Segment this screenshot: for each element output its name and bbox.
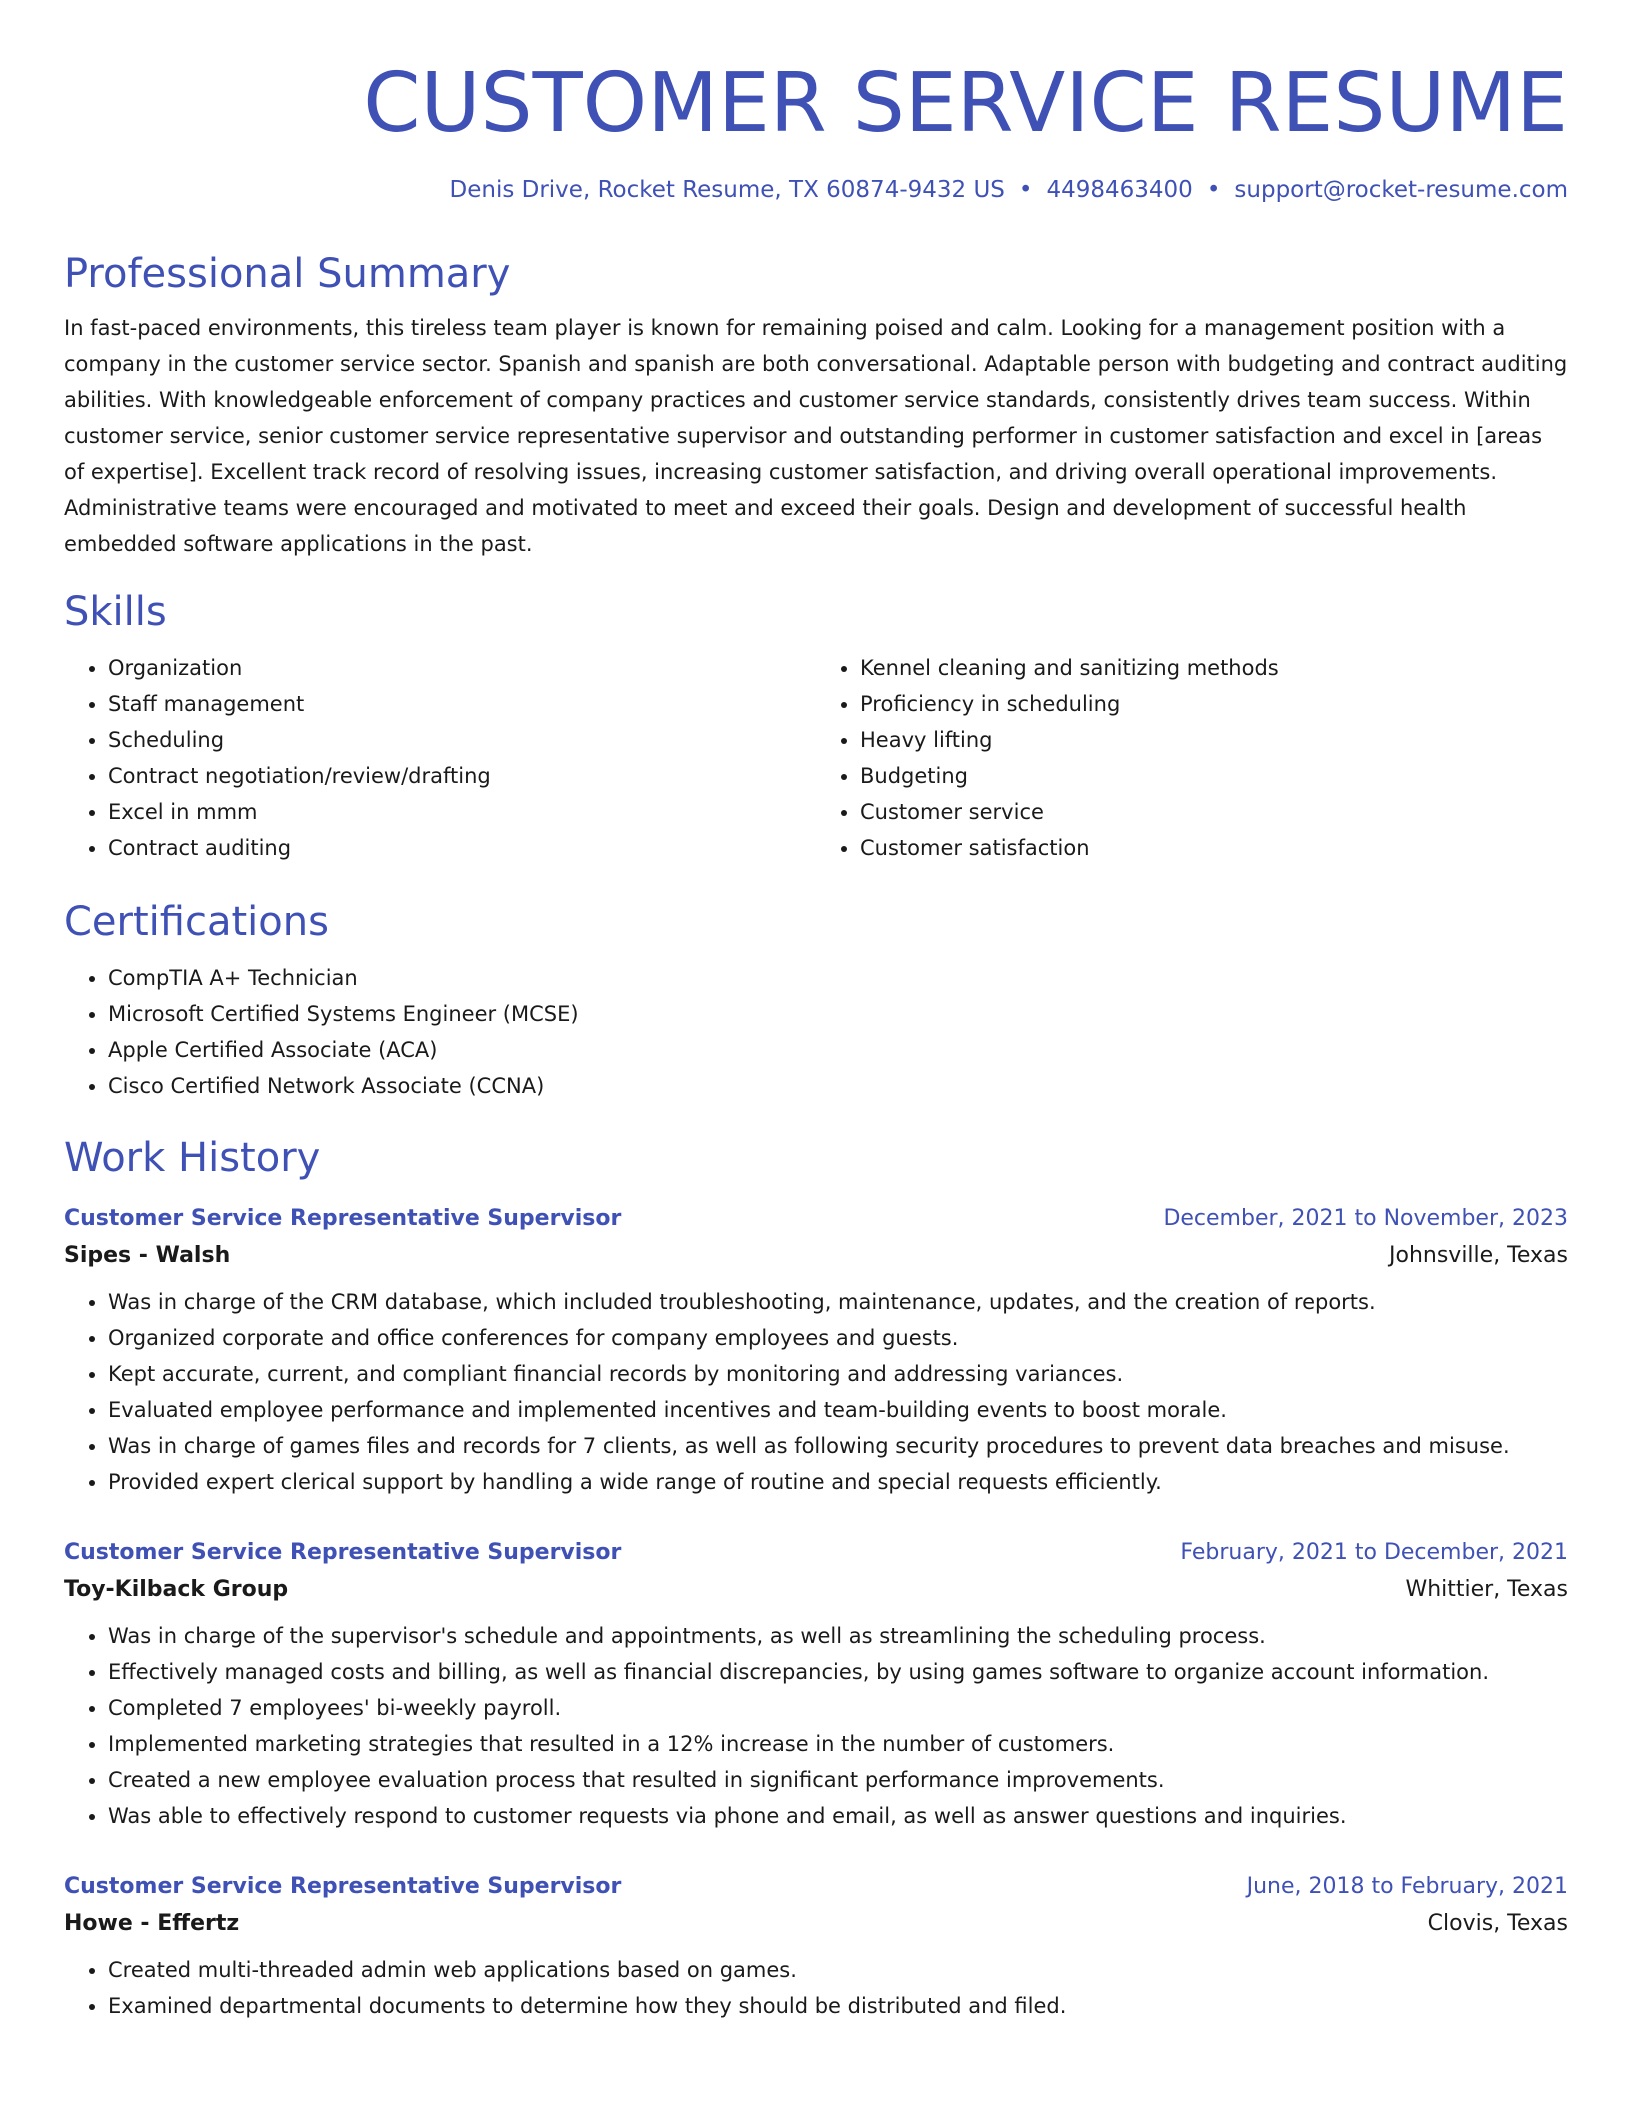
- job-bullet: • Examined departmental documents to determine how they should be distributed and filed.: [108, 1988, 1568, 2024]
- job-bullets: [64, 1618, 1568, 1834]
- certification-item: • Apple Certified Associate (ACA): [108, 1032, 1568, 1068]
- skill-item: • Proficiency in scheduling: [860, 686, 1568, 722]
- job-company-row: [64, 1236, 1568, 1276]
- job-bullet: • Kept accurate, current, and compliant financial records by monitoring and addressing variances.: [108, 1356, 1568, 1392]
- job-bullet: • Was able to effectively respond to customer requests via phone and email, as well as answer questions and inquiries.: [108, 1798, 1568, 1834]
- certification-item: • CompTIA A+ Technician: [108, 960, 1568, 996]
- job-entry: [64, 1202, 1568, 1500]
- job-bullet: • Effectively managed costs and billing, as well as financial discrepancies, by using games software to organize account information.: [108, 1654, 1568, 1690]
- job-bullet: • Evaluated employee performance and implemented incentives and team-building events to boost morale.: [108, 1392, 1568, 1428]
- contact-line: [64, 174, 1568, 206]
- job-bullets: [64, 1952, 1568, 2024]
- job-location: Whittier, Texas: [1405, 1577, 1568, 1602]
- separator-dot: •: [1206, 177, 1221, 203]
- resume-title: CUSTOMER SERVICE RESUME: [363, 56, 1568, 151]
- email-link[interactable]: support@rocket-resume.com: [1234, 177, 1568, 203]
- job-company-row: [64, 1904, 1568, 1944]
- skills-list-left: [64, 650, 816, 866]
- skill-item: • Heavy lifting: [860, 722, 1568, 758]
- job-bullets: [64, 1284, 1568, 1500]
- address: Denis Drive, Rocket Resume, TX 60874-9432 US: [449, 177, 1005, 203]
- job-dates: June, 2018 to February, 2021: [1246, 1874, 1568, 1899]
- job-header-row: [64, 1202, 1568, 1236]
- job-company: Toy-Kilback Group: [64, 1577, 289, 1602]
- job-header-row: [64, 1870, 1568, 1904]
- certification-item: • Cisco Certified Network Associate (CCNA): [108, 1068, 1568, 1104]
- job-company: Sipes - Walsh: [64, 1243, 231, 1268]
- skill-item: • Scheduling: [108, 722, 816, 758]
- certifications-list: [64, 960, 1568, 1104]
- resume-page: [64, 0, 1568, 2024]
- job-entry: [64, 1870, 1568, 2024]
- skill-item: • Budgeting: [860, 758, 1568, 794]
- job-dates: February, 2021 to December, 2021: [1180, 1540, 1568, 1565]
- job-bullet: • Provided expert clerical support by handling a wide range of routine and special requests efficiently.: [108, 1464, 1568, 1500]
- skill-item: • Organization: [108, 650, 816, 686]
- job-dates: December, 2021 to November, 2023: [1163, 1206, 1568, 1231]
- job-bullet: • Created multi-threaded admin web applications based on games.: [108, 1952, 1568, 1988]
- skill-item: • Staff management: [108, 686, 816, 722]
- job-bullet: • Was in charge of the supervisor's schedule and appointments, as well as streamlining the scheduling process.: [108, 1618, 1568, 1654]
- job-bullet: • Implemented marketing strategies that resulted in a 12% increase in the number of customers.: [108, 1726, 1568, 1762]
- job-bullet: • Completed 7 employees' bi-weekly payroll.: [108, 1690, 1568, 1726]
- job-entry: [64, 1536, 1568, 1834]
- summary-text: In fast-paced environments, this tireless team player is known for remaining poised and calm. Looking for a management position with a company in the customer service sector. Spanish and spanish are both conversational. Adaptable person with budgeting and contract auditing abilities. With knowledgeable enforcement of company practices and customer service standards, consistently drives team success. Within customer service, senior customer service representative supervisor and outstanding performer in customer satisfaction and excel in [areas of expertise]. Excellent track record of resolving issues, increasing customer satisfaction, and driving overall operational improvements. Administrative teams were encouraged and motivated to meet and exceed their goals. Design and development of successful health embedded software applications in the past.: [64, 316, 1568, 556]
- skill-item: • Contract negotiation/review/drafting: [108, 758, 816, 794]
- certification-item: • Microsoft Certified Systems Engineer (MCSE): [108, 996, 1568, 1032]
- skills-list-right: [816, 650, 1568, 866]
- job-location: Clovis, Texas: [1427, 1911, 1568, 1936]
- job-bullet: • Was in charge of the CRM database, which included troubleshooting, maintenance, updates, and the creation of reports.: [108, 1284, 1568, 1320]
- skill-item: • Kennel cleaning and sanitizing methods: [860, 650, 1568, 686]
- section-heading-certifications: Certifications: [64, 899, 329, 945]
- separator-dot: •: [1018, 177, 1033, 203]
- phone-link[interactable]: 4498463400: [1046, 177, 1193, 203]
- job-bullet: • Created a new employee evaluation process that resulted in significant performance improvements.: [108, 1762, 1568, 1798]
- job-bullet: • Was in charge of games files and records for 7 clients, as well as following security procedures to prevent data breaches and misuse.: [108, 1428, 1568, 1464]
- skill-item: • Excel in mmm: [108, 794, 816, 830]
- section-heading-skills: Skills: [64, 589, 167, 635]
- skill-item: • Customer satisfaction: [860, 830, 1568, 866]
- job-bullet: • Organized corporate and office conferences for company employees and guests.: [108, 1320, 1568, 1356]
- skill-item: • Contract auditing: [108, 830, 816, 866]
- job-title: Customer Service Representative Supervisor: [64, 1206, 622, 1231]
- job-company: Howe - Effertz: [64, 1911, 240, 1936]
- job-title: Customer Service Representative Supervisor: [64, 1874, 622, 1899]
- job-header-row: [64, 1536, 1568, 1570]
- skills-grid: [64, 650, 1568, 866]
- skill-item: • Customer service: [860, 794, 1568, 830]
- job-location: Johnsville, Texas: [1389, 1243, 1568, 1268]
- section-heading-work-history: Work History: [64, 1135, 321, 1181]
- job-company-row: [64, 1570, 1568, 1610]
- section-heading-summary: Professional Summary: [64, 251, 511, 297]
- job-title: Customer Service Representative Supervisor: [64, 1540, 622, 1565]
